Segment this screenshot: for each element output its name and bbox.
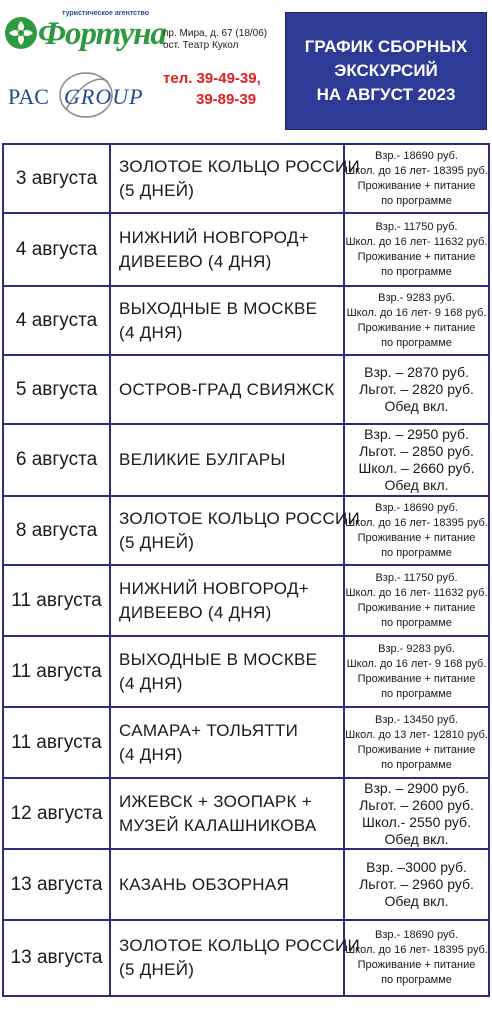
price-line: по программе [381, 194, 452, 207]
price-line: Взр. – 2950 руб. [364, 426, 469, 442]
phone-line: 39-89-39 [196, 91, 257, 108]
tour-date: 13 августа [3, 920, 110, 996]
price-line: Проживание + питание [357, 250, 476, 263]
partner-name-left: РАС [8, 84, 50, 109]
price-line: Проживание + питание [357, 601, 476, 614]
price-line: Взр.- 9283 руб. [378, 291, 455, 304]
price-line: Школ. до 16 лет- 11632 руб. [345, 235, 488, 248]
price-line: Взр.- 11750 руб. [375, 220, 458, 233]
tour-date: 6 августа [3, 424, 110, 496]
tour-date: 3 августа [3, 144, 110, 213]
price-line: Проживание + питание [357, 959, 476, 971]
pac-group-logo [8, 70, 158, 122]
address-line: пр. Мира, д. 67 (18/06) [163, 28, 268, 39]
tour-name [110, 849, 344, 920]
tour-name-line: ИЖЕВСК + ЗООПАРК + [119, 791, 312, 811]
header [0, 0, 492, 140]
tour-name-line: (4 ДНЯ) [119, 744, 183, 764]
phones [163, 68, 261, 110]
tour-name [110, 355, 344, 424]
tour-name [110, 920, 361, 996]
tour-name-line: САМАРА+ ТОЛЬЯТТИ [119, 720, 299, 740]
price-line: Взр. – 2900 руб. [364, 779, 469, 796]
price-line: Проживание + питание [357, 179, 476, 192]
price-line: Взр. –3000 руб. [366, 859, 467, 875]
price-line: Проживание + питание [357, 531, 476, 544]
tour-name [110, 496, 361, 565]
tour-name-line: ЗОЛОТОЕ КОЛЬЦО РОССИИ [119, 156, 361, 176]
tour-name-line: (5 ДНЕЙ) [119, 960, 195, 979]
tour-price [344, 424, 489, 496]
tour-name [110, 144, 361, 213]
table-row [3, 920, 489, 996]
tour-price [344, 707, 489, 778]
agency-subtitle: туристическое агентство [62, 10, 149, 17]
tour-price [344, 636, 489, 707]
tour-name-line: МУЗЕЙ КАЛАШНИКОВА [119, 815, 317, 835]
price-line: Обед вкл. [384, 830, 449, 847]
tour-name-line: (4 ДНЯ) [119, 673, 183, 693]
price-line: по программе [381, 758, 452, 771]
tour-date: 12 августа [3, 778, 110, 849]
tour-name-line: (5 ДНЕЙ) [119, 532, 195, 552]
price-line: по программе [381, 616, 452, 629]
tour-name-line: ВЫХОДНЫЕ В МОСКВЕ [119, 298, 318, 318]
price-line: Школ. до 16 лет- 18395 руб. [345, 164, 488, 177]
price-line: Школ. до 16 лет- 18395 руб. [345, 516, 488, 529]
price-line: Взр.- 18690 руб. [375, 501, 458, 514]
table-row [3, 355, 489, 424]
price-line: Льгот. – 2600 руб. [359, 796, 474, 813]
address-line: ост. Театр Кукол [163, 40, 239, 51]
clover-icon [4, 16, 38, 50]
tour-name-line: ДИВЕЕВО (4 ДНЯ) [119, 251, 272, 271]
price-line: Школ. до 16 лет- 9 168 руб. [346, 657, 487, 670]
price-line: Взр.- 18690 руб. [375, 929, 458, 941]
tour-date: 11 августа [3, 636, 110, 707]
price-line: Школ. до 16 лет- 18395 руб. [345, 944, 488, 956]
title-line: НА АВГУСТ 2023 [316, 85, 456, 104]
price-line: Льгот. – 2850 руб. [359, 443, 474, 459]
price-line: Обед вкл. [384, 477, 449, 493]
price-line: по программе [381, 265, 452, 278]
tour-price [344, 565, 489, 636]
price-line: Школ. – 2660 руб. [358, 460, 475, 476]
tour-name [110, 636, 344, 707]
price-line: Льгот. – 2820 руб. [359, 381, 474, 397]
title-box [285, 12, 487, 130]
tour-name-line: ОСТРОВ-ГРАД СВИЯЖСК [119, 379, 335, 399]
price-line: Обед вкл. [384, 398, 449, 414]
price-line: Взр. – 2870 руб. [364, 364, 469, 380]
price-line: Проживание + питание [357, 672, 476, 685]
price-line: Проживание + питание [357, 743, 476, 756]
tour-date: 8 августа [3, 496, 110, 565]
tour-name-line: НИЖНИЙ НОВГОРОД+ [119, 227, 309, 247]
price-line: Школ.- 2550 руб. [362, 813, 471, 830]
tour-name-line: ЗОЛОТОЕ КОЛЬЦО РОССИИ [119, 936, 361, 955]
table-row [3, 213, 489, 286]
tour-price [344, 213, 489, 286]
tour-name-line: ВЕЛИКИЕ БУЛГАРЫ [119, 450, 286, 469]
price-line: Школ. до 16 лет- 9 168 руб. [346, 306, 487, 319]
table-row [3, 565, 489, 636]
tour-name-line: ВЫХОДНЫЕ В МОСКВЕ [119, 649, 318, 669]
tour-name [110, 286, 344, 355]
table-row [3, 707, 489, 778]
schedule-table [2, 143, 490, 997]
tour-date: 13 августа [3, 849, 110, 920]
phone-line: тел. 39-49-39, [163, 70, 261, 87]
price-line: Проживание + питание [357, 321, 476, 334]
price-line: по программе [381, 336, 452, 349]
tour-price [344, 849, 489, 920]
tour-name [110, 213, 344, 286]
tour-date: 4 августа [3, 286, 110, 355]
price-line: Взр.- 11750 руб. [375, 571, 458, 584]
title-line: ГРАФИК СБОРНЫХ [304, 37, 468, 56]
tour-price [344, 355, 489, 424]
table-row [3, 424, 489, 496]
table-row [3, 778, 489, 849]
table-row [3, 636, 489, 707]
tour-name-line: ЗОЛОТОЕ КОЛЬЦО РОССИИ [119, 508, 361, 528]
tour-name-line: НИЖНИЙ НОВГОРОД+ [119, 578, 309, 598]
table-row [3, 496, 489, 565]
tour-name-line: (5 ДНЕЙ) [119, 180, 195, 200]
tour-date: 4 августа [3, 213, 110, 286]
tour-name [110, 424, 344, 496]
price-line: Обед вкл. [384, 893, 449, 909]
title-line: ЭКСКУРСИЙ [334, 61, 438, 80]
agency-name: Фортуна [38, 16, 166, 52]
tour-date: 11 августа [3, 565, 110, 636]
table-row [3, 144, 489, 213]
tour-price [344, 496, 489, 565]
tour-price [344, 778, 489, 849]
price-line: по программе [381, 974, 452, 986]
tour-name [110, 707, 344, 778]
table-row [3, 286, 489, 355]
price-line: Школ. до 16 лет- 11632 руб. [345, 586, 488, 599]
tour-price [344, 920, 489, 996]
tour-price [344, 286, 489, 355]
price-line: Школ. до 13 лет- 12810 руб. [345, 728, 488, 741]
tour-name [110, 778, 344, 849]
address [163, 28, 267, 52]
tour-name-line: КАЗАНЬ ОБЗОРНАЯ [119, 874, 290, 894]
price-line: Взр.- 13450 руб. [375, 713, 458, 726]
tour-date: 11 августа [3, 707, 110, 778]
price-line: Взр.- 18690 руб. [375, 149, 458, 162]
table-row [3, 849, 489, 920]
price-line: Льгот. – 2960 руб. [359, 876, 474, 892]
tour-name-line: (4 ДНЯ) [119, 322, 183, 342]
tour-date: 5 августа [3, 355, 110, 424]
price-line: Взр.- 9283 руб. [378, 642, 455, 655]
fortuna-logo [4, 10, 166, 54]
partner-name-right: GROUP [64, 84, 144, 109]
tour-name [110, 565, 344, 636]
price-line: по программе [381, 546, 452, 559]
tour-name-line: ДИВЕЕВО (4 ДНЯ) [119, 602, 272, 622]
price-line: по программе [381, 687, 452, 700]
tour-price [344, 144, 489, 213]
